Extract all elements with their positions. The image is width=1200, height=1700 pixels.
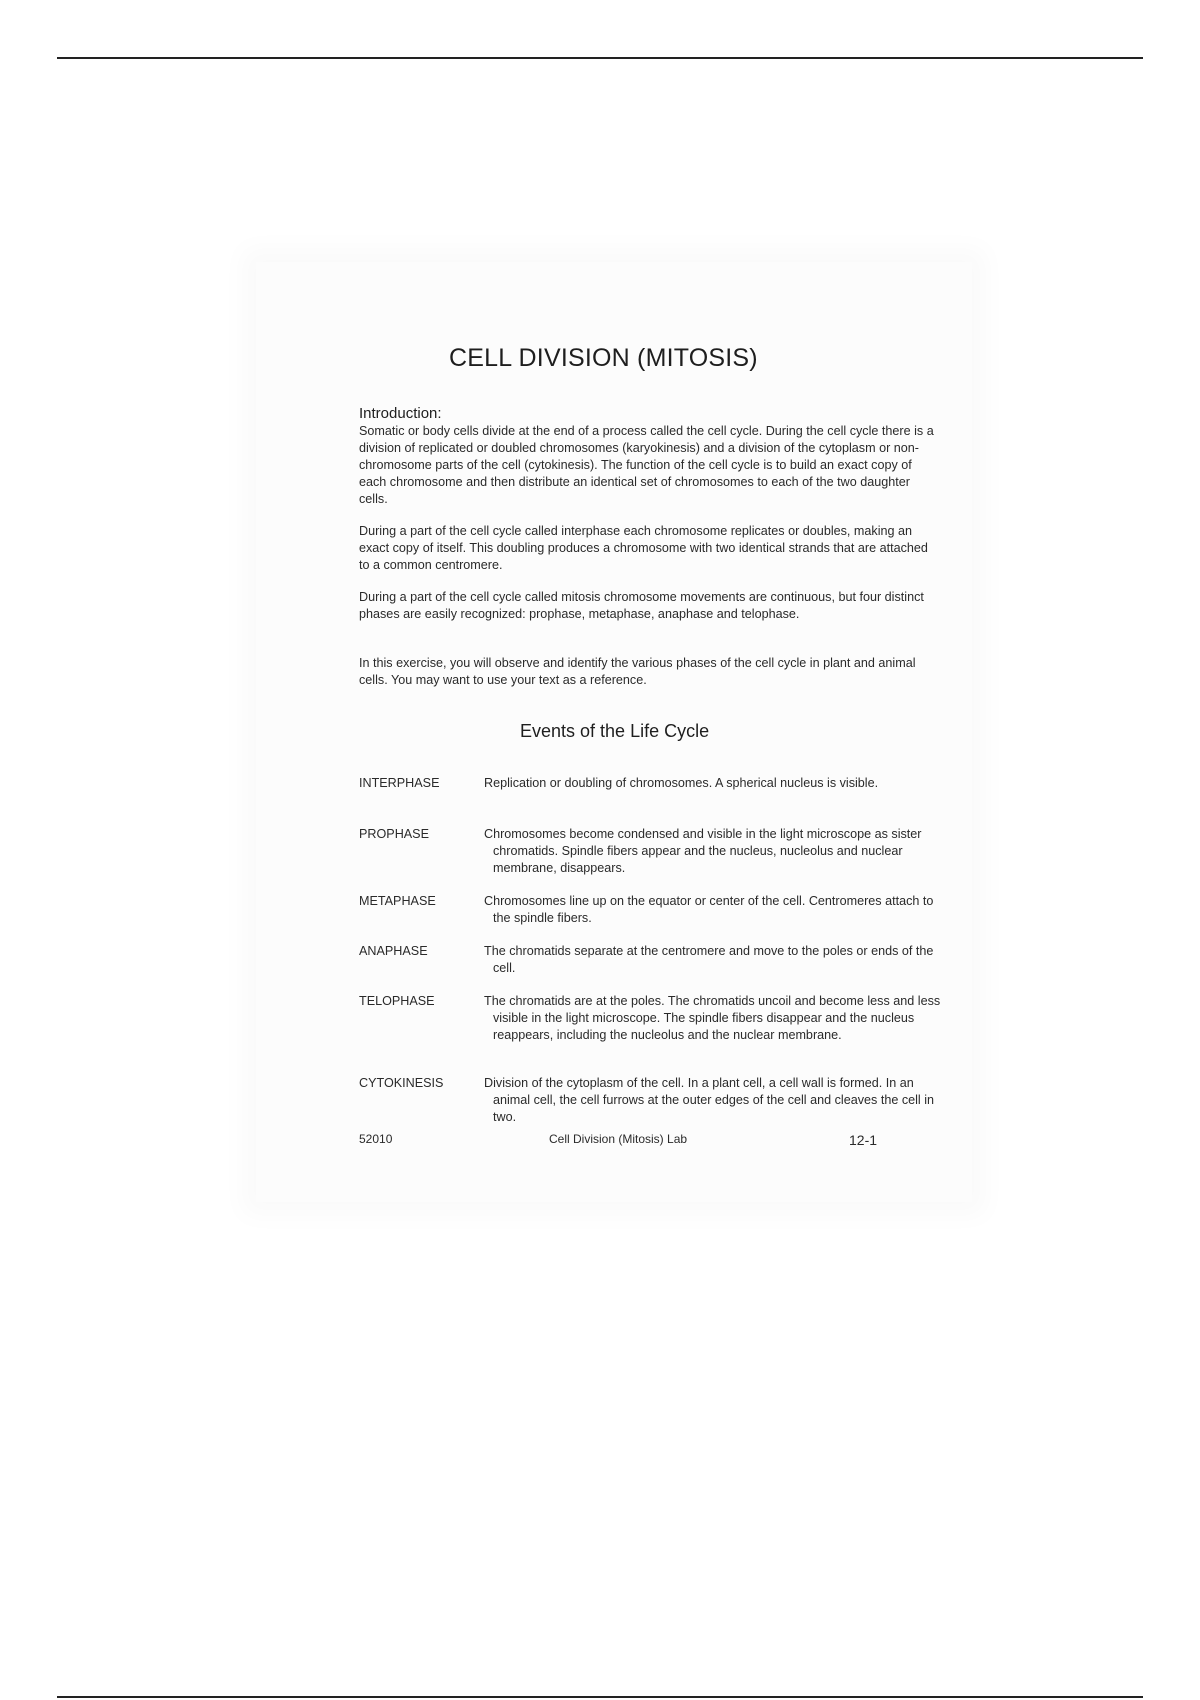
top-rule bbox=[57, 57, 1143, 59]
phase-name: TELOPHASE bbox=[359, 994, 435, 1008]
phase-description: Chromosomes become condensed and visible in the light microscope as sister chromatids. Spindle fibers appear and the nucleus, nucleolus and nuclear membrane, disappears. bbox=[484, 827, 922, 875]
events-heading: Events of the Life Cycle bbox=[520, 721, 710, 741]
bottom-rule bbox=[57, 1696, 1143, 1698]
phase-name: METAPHASE bbox=[359, 894, 436, 908]
footer-label: Cell Division (Mitosis) Lab bbox=[549, 1132, 688, 1146]
intro-paragraph-2: During a part of the cell cycle called interphase each chromosome replicates or doubles, making an exact copy of itself. This doubling produces a chromosome with two identical strands that are attached to a common centromere. bbox=[359, 524, 928, 572]
phase-description: The chromatids separate at the centromere and move to the poles or ends of the cell. bbox=[484, 944, 934, 975]
phase-description: The chromatids are at the poles. The chromatids uncoil and become less and less visible in the light microscope. The spindle fibers disappear and the nucleus reappears, including the nucleolus and the nuclear membrane. bbox=[484, 994, 941, 1042]
intro-paragraph-1: Somatic or body cells divide at the end of a process called the cell cycle. During the cell cycle there is a division of replicated or doubled chromosomes (karyokinesis) and a division of the cytoplasm or non-chromosome parts of the cell (cytokinesis). The function of the cell cycle is to build an exact copy of each chromosome and then distribute an identical set of chromosomes to each of the two daughter cells. bbox=[359, 424, 934, 506]
introduction-heading: Introduction: bbox=[359, 405, 442, 422]
phase-name: PROPHASE bbox=[359, 827, 429, 841]
phase-name: INTERPHASE bbox=[359, 776, 440, 790]
phase-name: ANAPHASE bbox=[359, 944, 428, 958]
document-title: CELL DIVISION (MITOSIS) bbox=[449, 344, 758, 372]
phase-description: Division of the cytoplasm of the cell. In a plant cell, a cell wall is formed. In an animal cell, the cell furrows at the outer edges of the cell and cleaves the cell in two. bbox=[484, 1076, 935, 1124]
intro-paragraph-4: In this exercise, you will observe and identify the various phases of the cell cycle in plant and animal cells. You may want to use your text as a reference. bbox=[359, 656, 916, 687]
footer-code: 52010 bbox=[359, 1132, 393, 1146]
phase-description: Replication or doubling of chromosomes. A spherical nucleus is visible. bbox=[484, 776, 879, 790]
phase-description: Chromosomes line up on the equator or center of the cell. Centromeres attach to the spindle fibers. bbox=[484, 894, 934, 925]
phase-name: CYTOKINESIS bbox=[359, 1076, 444, 1090]
footer-page-number: 12-1 bbox=[849, 1132, 878, 1148]
intro-paragraph-3: During a part of the cell cycle called mitosis chromosome movements are continuous, but four distinct phases are easily recognized: prophase, metaphase, anaphase and telophase. bbox=[359, 590, 924, 621]
